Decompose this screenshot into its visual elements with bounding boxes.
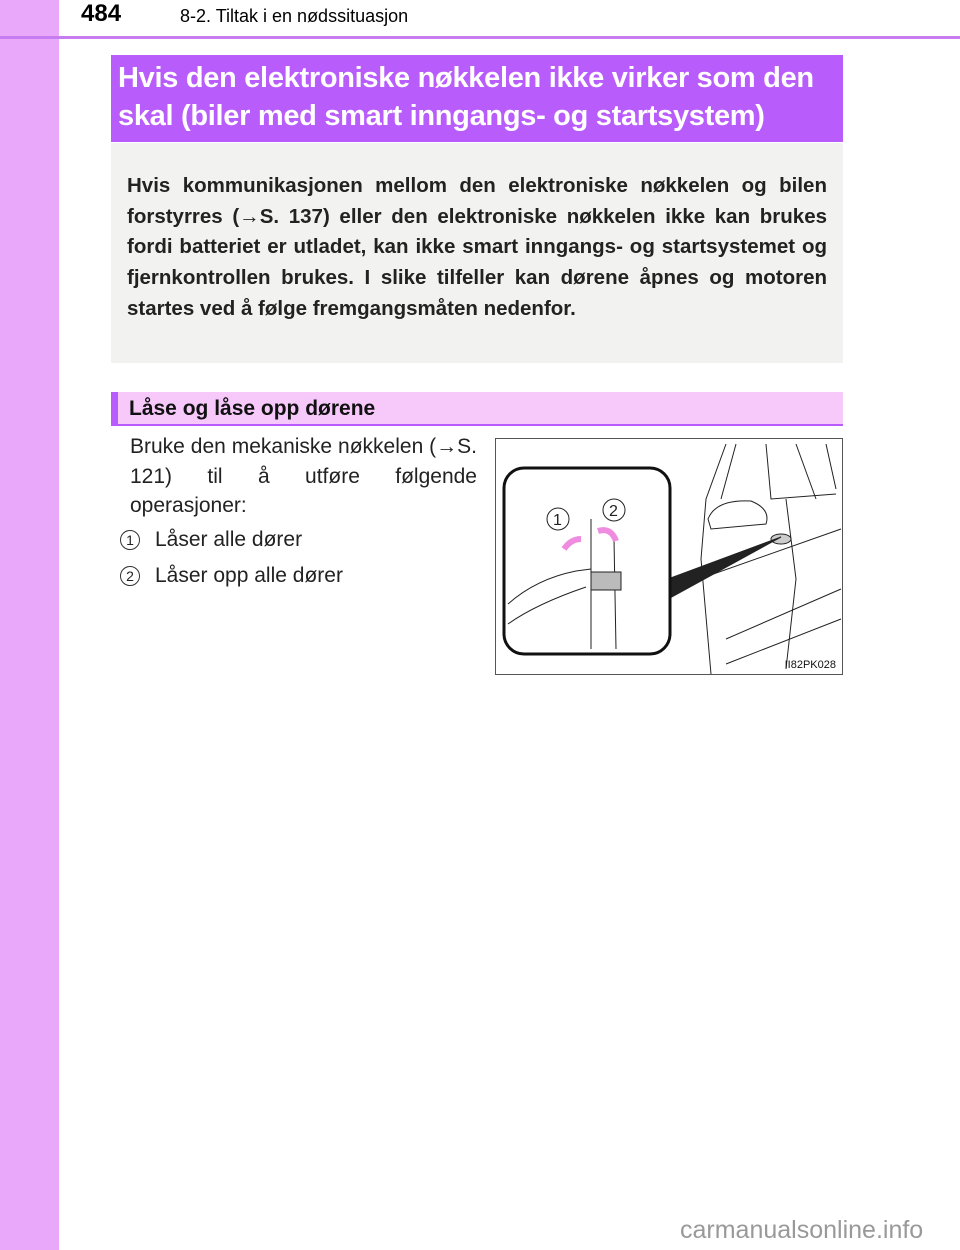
subheading: Låse og låse opp dørene (111, 392, 843, 426)
step-number: 1 (120, 530, 140, 550)
step-number: 2 (120, 566, 140, 586)
list-item (120, 564, 343, 588)
intro-paragraph: Hvis kommunikasjonen mellom den elektroniske nøkkelen og bilen forstyrres (→S. 137) eller den elektroniske nøkkelen ikke kan brukes fordi batteriet er utladet, kan ikke smart inngangs- og startsystemet og fjernkontrollen brukes. I slike tilfeller kan dørene åpnes og motoren startes ved å følge fremgangsmåten nedenfor. (111, 143, 843, 363)
list-item-text: Låser alle dører (155, 528, 303, 551)
watermark: carmanualsonline.info (680, 1216, 924, 1244)
body-text: Bruke den mekaniske nøkkelen (→S. 121) til å utføre følgende operasjoner: (130, 435, 477, 517)
svg-text:2: 2 (609, 503, 618, 520)
list-item-text: Låser opp alle dører (155, 564, 343, 587)
door-lock-illustration (495, 438, 843, 675)
header-rule (0, 36, 960, 39)
svg-text:1: 1 (553, 512, 562, 529)
figure-id: II82PK028 (784, 659, 836, 671)
page-title: Hvis den elektroniske nøkkelen ikke virker som den skal (biler med smart inngangs- og startsystem) (111, 55, 843, 142)
page-number: 484 (81, 0, 122, 27)
side-tab (0, 0, 59, 1250)
section-title: 8-2. Tiltak i en nødssituasjon (180, 6, 409, 26)
list-item (120, 528, 302, 552)
